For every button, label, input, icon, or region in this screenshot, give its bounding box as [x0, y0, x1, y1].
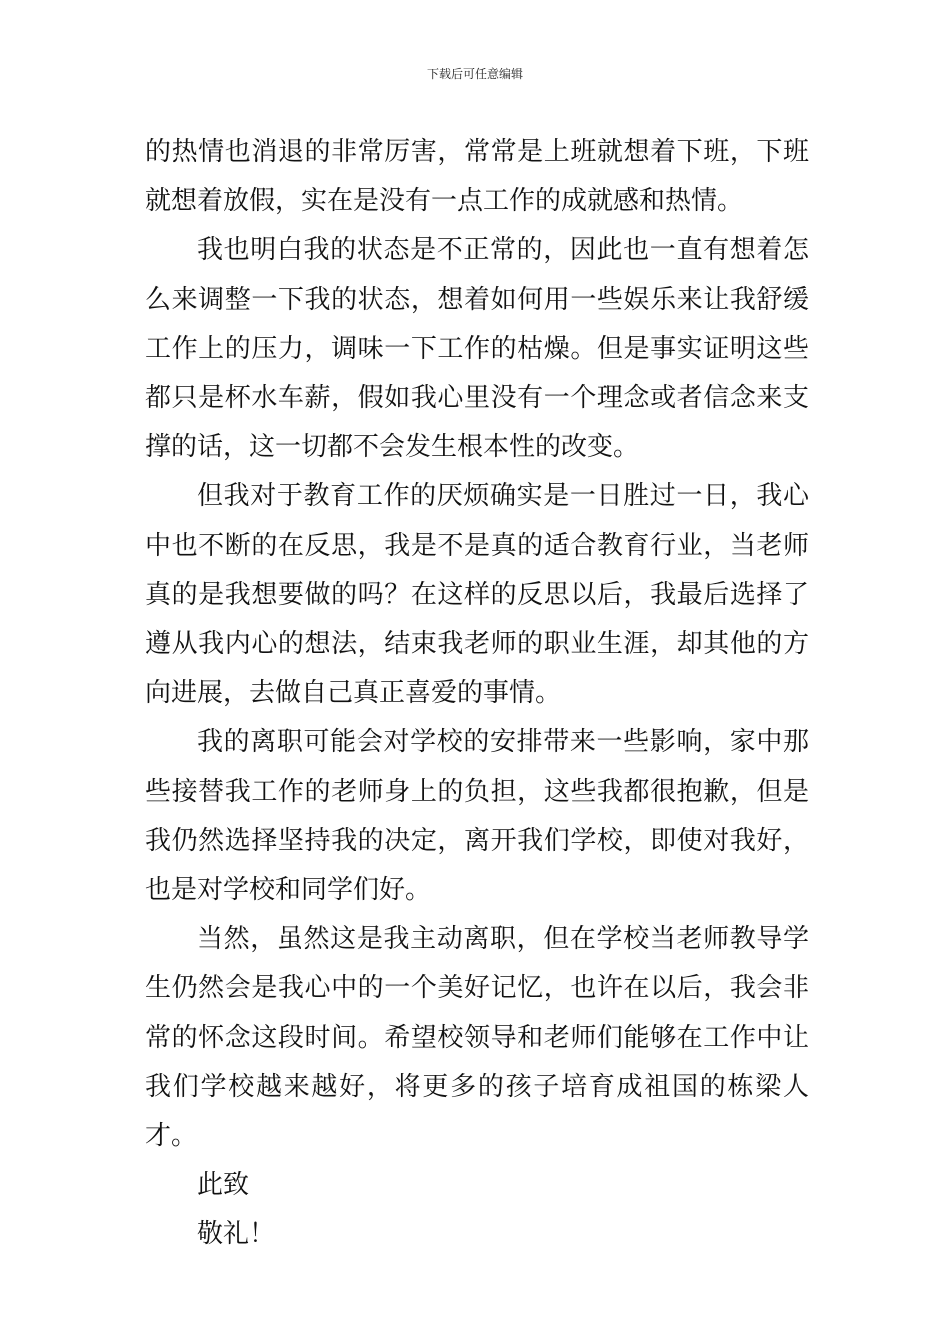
closing-salutation: 此致	[197, 1170, 250, 1201]
paragraph-2: 我也明白我的状态是不正常的，因此也一直有想着怎么来调整一下我的状态，想着如何用一些娱乐来让我舒缓工作上的压力，调味一下工作的枯燥。但是事实证明这些都只是杯水车薪，假如我心里没有一个理念或者信念来支撑的话，这一切都不会发生根本性的改变。	[145, 235, 809, 463]
closing-regards: 敬礼！	[197, 1219, 276, 1250]
paragraph-1: 的热情也消退的非常厉害，常常是上班就想着下班，下班就想着放假，实在是没有一点工作的成就感和热情。	[145, 137, 809, 217]
document-body	[145, 128, 809, 1260]
page-header: 下载后可任意编辑	[426, 67, 523, 81]
paragraph-3: 但我对于教育工作的厌烦确实是一日胜过一日，我心中也不断的在反思，我是不是真的适合教育行业，当老师真的是我想要做的吗？在这样的反思以后，我最后选择了遵从我内心的想法，结束我老师的职业生涯，却其他的方向进展，去做自己真正喜爱的事情。	[145, 481, 809, 709]
paragraph-4: 我的离职可能会对学校的安排带来一些影响，家中那些接替我工作的老师身上的负担，这些我都很抱歉，但是我仍然选择坚持我的决定，离开我们学校，即使对我好，也是对学校和同学们好。	[145, 727, 809, 906]
paragraph-5: 当然，虽然这是我主动离职，但在学校当老师教导学生仍然会是我心中的一个美好记忆，也许在以后，我会非常的怀念这段时间。希望校领导和老师们能够在工作中让我们学校越来越好，将更多的孩子培育成祖国的栋梁人才。	[145, 924, 809, 1152]
